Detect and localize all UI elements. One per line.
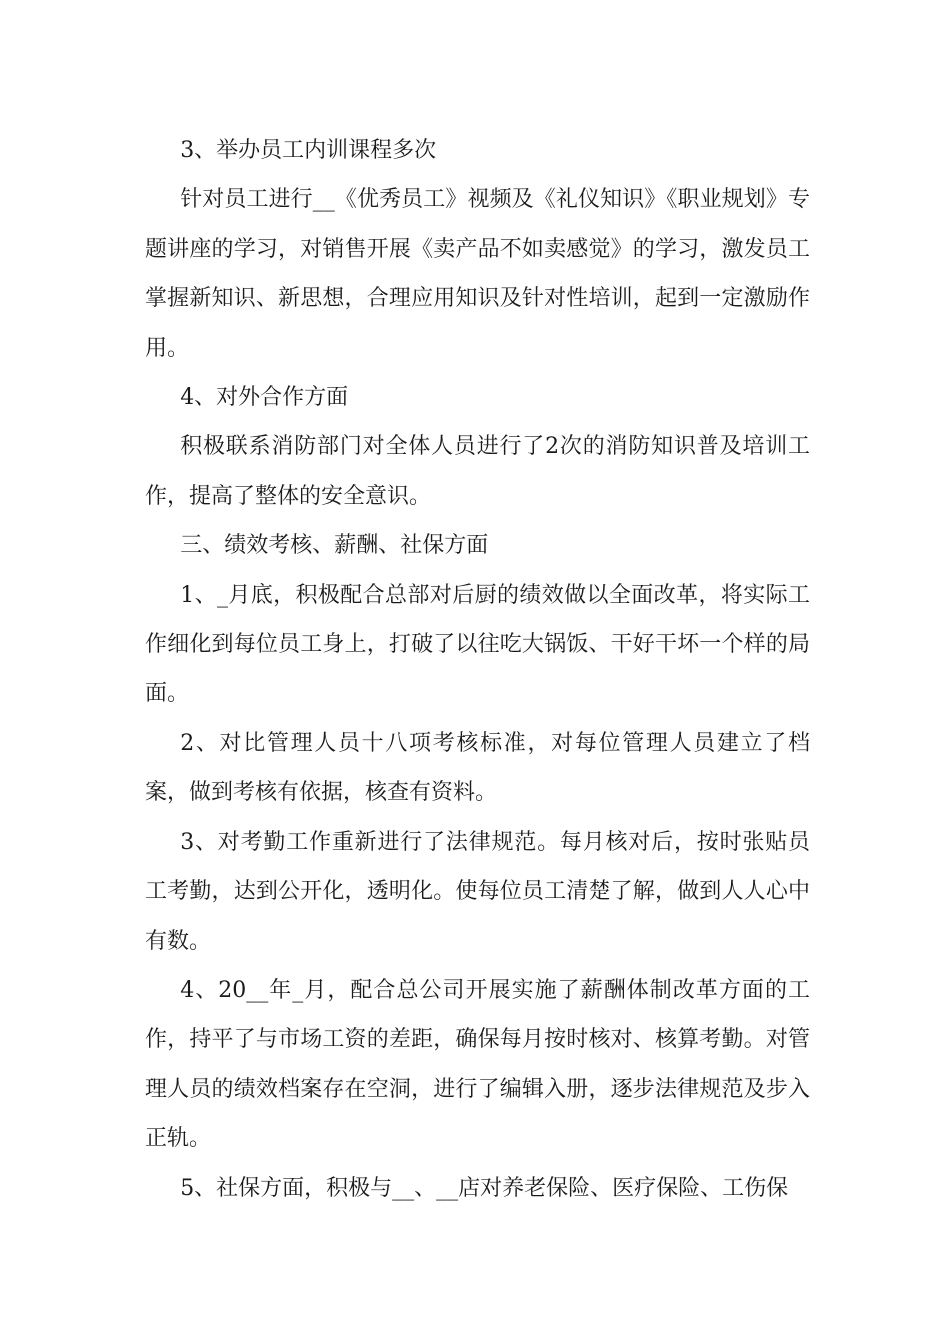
paragraph-item-3: 3、对考勤工作重新进行了法律规范。每月核对后，按时张贴员工考勤，达到公开化，透明化。使每位员工清楚了解，做到人人心中有数。 (145, 829, 810, 954)
paragraph-item-2: 2、对比管理人员十八项考核标准，对每位管理人员建立了档案，做到考核有依据，核查有资料。 (145, 730, 810, 806)
document-body (145, 126, 810, 1213)
paragraph-heading-cooperation: 4、对外合作方面 (180, 385, 349, 411)
paragraph-training-detail: 针对员工进行__《优秀员工》视频及《礼仪知识》《职业规划》专题讲座的学习，对销售开展《卖产品不如卖感觉》的学习，激发员工掌握新知识、新思想，合理应用知识及针对性培训，起到一定激励作用。 (145, 187, 810, 361)
paragraph-heading-training: 3、举办员工内训课程多次 (180, 138, 437, 163)
paragraph-item-1: 1、_月底，积极配合总部对后厨的绩效做以全面改革，将实际工作细化到每位员工身上，打破了以往吃大锅饭、干好干坏一个样的局面。 (145, 582, 810, 707)
paragraph-item-5: 5、社保方面，积极与__、__店对养老保险、医疗保险、工伤保 (180, 1175, 789, 1201)
section-heading-performance: 三、绩效考核、薪酬、社保方面 (180, 533, 489, 559)
paragraph-item-4: 4、20__年_月，配合总公司开展实施了薪酬体制改革方面的工作，持平了与市场工资的差距，确保每月按时核对、核算考勤。对管理人员的绩效档案存在空洞，进行了编辑入册，逐步法律规范及步入正轨。 (145, 977, 810, 1152)
paragraph-cooperation-detail: 积极联系消防部门对全体人员进行了2次的消防知识普及培训工作，提高了整体的安全意识。 (145, 434, 810, 509)
